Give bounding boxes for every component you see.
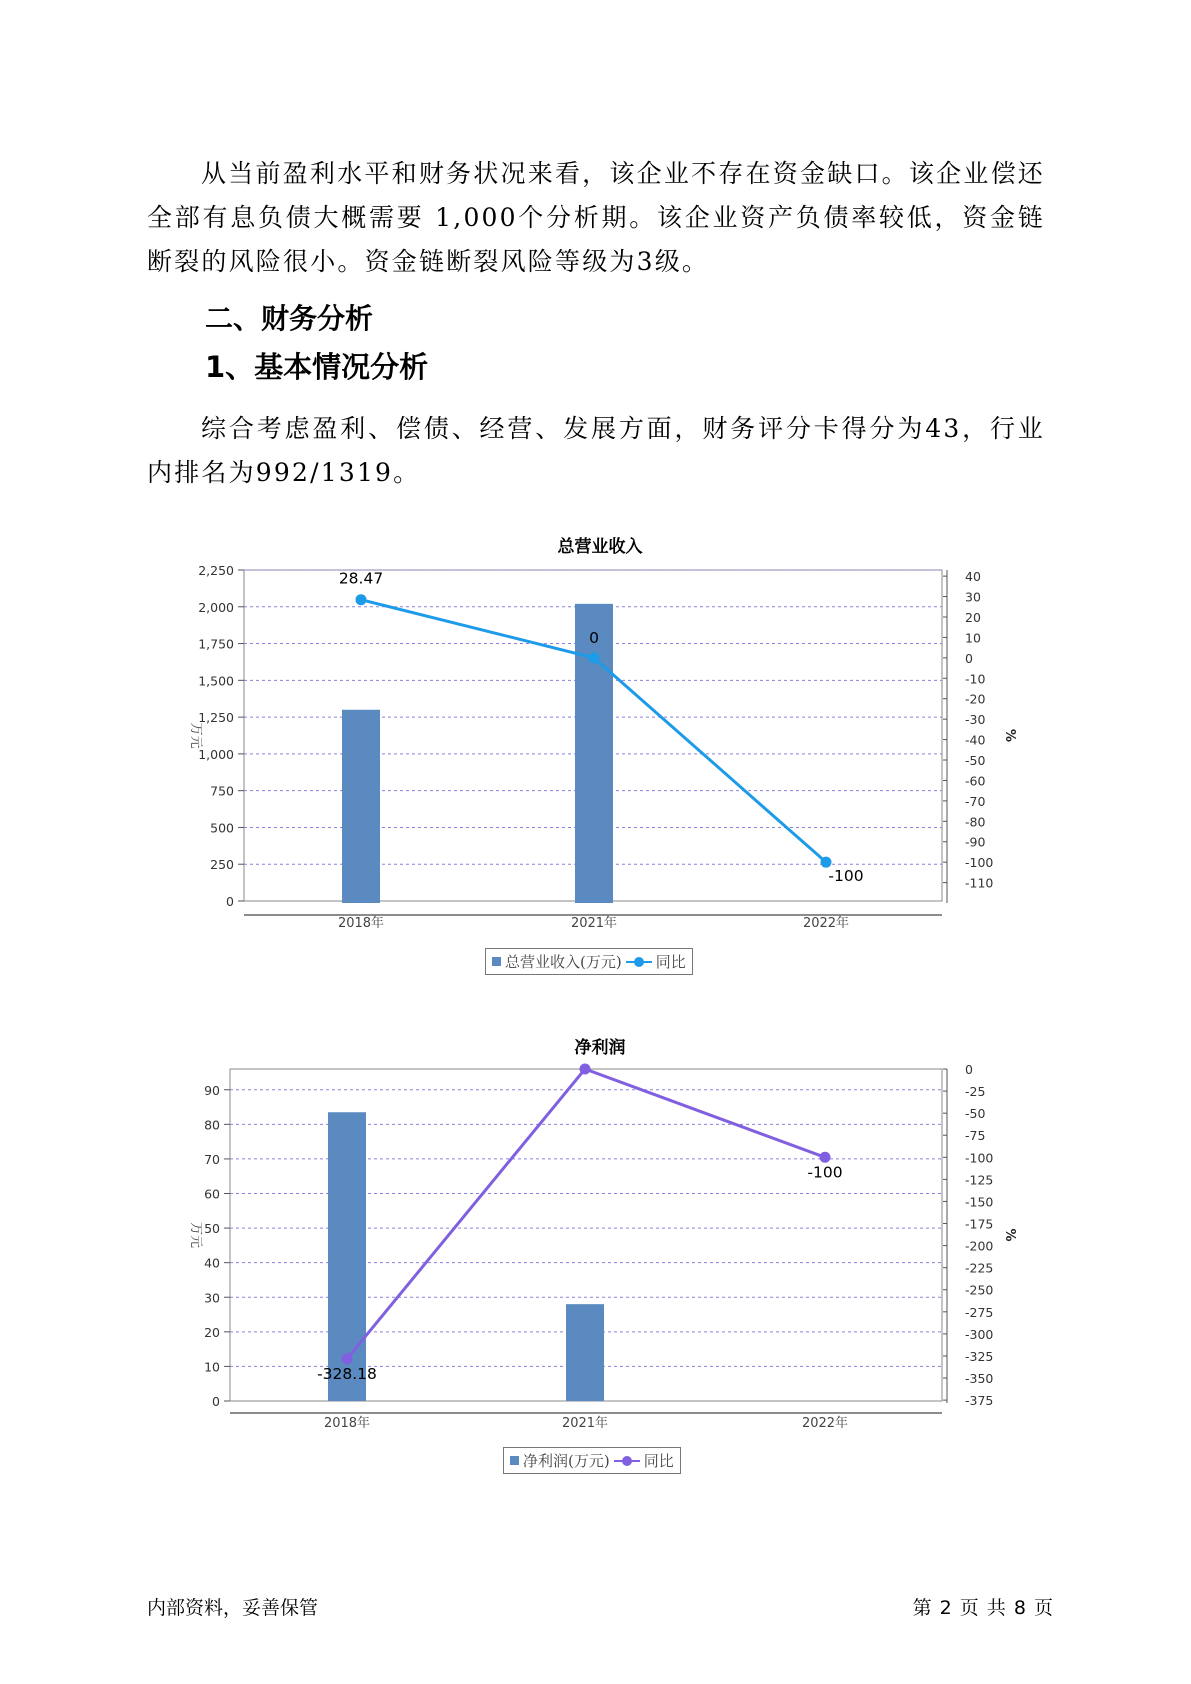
y2-tick-label: -200	[965, 1238, 994, 1254]
y-tick-label: 40	[204, 1255, 220, 1271]
bar	[566, 1304, 604, 1401]
data-label: -100	[807, 1163, 843, 1182]
paragraph-score-summary: 综合考虑盈利、偿债、经营、发展方面，财务评分卡得分为43，行业内排名为992/1319。	[147, 414, 1045, 487]
y-tick-label: 1,500	[198, 673, 234, 689]
y2-tick-label: -80	[965, 814, 986, 830]
data-label: -328.18	[317, 1364, 377, 1383]
bar-legend-swatch	[510, 1456, 519, 1465]
y2-tick-label: 30	[965, 589, 981, 605]
y2-tick-label: -70	[965, 793, 986, 809]
legend-bar-label: 总营业收入(万元)	[505, 953, 622, 971]
y2-tick-label: -175	[965, 1216, 994, 1232]
data-label: -100	[828, 867, 864, 886]
y2-tick-label: -375	[965, 1393, 994, 1409]
y-tick-label: 10	[204, 1359, 220, 1375]
y-tick-label: 60	[204, 1186, 220, 1202]
y-axis-title: 万元	[188, 722, 203, 749]
x-tick-label: 2021年	[570, 916, 618, 931]
y2-tick-label: -110	[965, 875, 994, 891]
y2-tick-label: -75	[965, 1128, 986, 1144]
y-tick-label: 1,000	[198, 746, 234, 762]
y2-tick-label: 10	[965, 630, 981, 646]
y2-tick-label: -50	[965, 1106, 986, 1122]
line-legend-marker	[614, 1456, 640, 1466]
y2-axis-title: %	[1002, 1228, 1017, 1242]
data-label: 0	[589, 628, 599, 647]
footer-confidential-note: 内部资料，妥善保管	[147, 1597, 319, 1619]
line-point	[342, 1353, 353, 1364]
y2-tick-label: -125	[965, 1172, 994, 1188]
y-tick-label: 0	[226, 894, 234, 909]
x-tick-label: 2022年	[802, 916, 850, 931]
y2-tick-label: -100	[965, 855, 994, 871]
y-tick-label: 1,250	[198, 710, 234, 726]
y-tick-label: 30	[204, 1290, 220, 1306]
x-tick-label: 2022年	[801, 1416, 849, 1431]
y2-tick-label: -90	[965, 834, 986, 850]
y2-tick-label: -250	[965, 1282, 994, 1298]
y-tick-label: 1,750	[198, 636, 234, 652]
y2-tick-label: 20	[965, 609, 981, 625]
paragraph-funding-risk: 从当前盈利水平和财务状况来看，该企业不存在资金缺口。该企业偿还全部有息负债大概需要 1,000个分析期。该企业资产负债率较低，资金链断裂的风险很小。资金链断裂风险等级为3级。	[147, 159, 1045, 276]
data-label: 28.47	[338, 569, 384, 588]
y2-tick-label: 0	[965, 650, 973, 666]
y-tick-label: 70	[204, 1151, 220, 1167]
chart-2-legend	[503, 1447, 681, 1474]
y2-tick-label: -150	[965, 1194, 994, 1210]
footer-page-number: 第 2 页 共 8 页	[912, 1597, 1054, 1619]
y-tick-label: 250	[210, 857, 234, 873]
legend-bar-label: 净利润(万元)	[523, 1452, 610, 1470]
chart-2-title: 净利润	[574, 1038, 626, 1058]
line-point	[580, 1064, 591, 1075]
y-tick-label: 0	[212, 1394, 220, 1409]
y2-tick-label: -50	[965, 753, 986, 769]
y2-tick-label: 40	[965, 569, 981, 585]
y-tick-label: 90	[204, 1082, 220, 1098]
chart-1-title: 总营业收入	[557, 537, 643, 557]
y2-tick-label: -60	[965, 773, 986, 789]
y-tick-label: 20	[204, 1324, 220, 1340]
y-tick-label: 2,000	[198, 599, 234, 615]
y2-tick-label: -100	[965, 1150, 994, 1166]
y2-axis-title: %	[1002, 728, 1017, 743]
y2-tick-label: -300	[965, 1326, 994, 1342]
y-tick-label: 750	[210, 783, 234, 799]
y2-tick-label: -275	[965, 1304, 994, 1320]
y2-tick-label: -350	[965, 1371, 994, 1387]
legend-line-label: 同比	[655, 953, 686, 971]
y2-tick-label: -25	[965, 1084, 986, 1100]
y2-tick-label: -10	[965, 671, 986, 687]
y2-tick-label: -40	[965, 732, 986, 748]
y2-tick-label: -325	[965, 1348, 994, 1364]
y2-tick-label: -225	[965, 1260, 994, 1276]
subsection-heading: 1、基本情况分析	[205, 350, 429, 384]
section-heading: 二、财务分析	[205, 302, 374, 335]
y2-tick-label: 0	[965, 1062, 973, 1077]
legend-line-label: 同比	[643, 1452, 674, 1470]
y-axis-title: 万元	[188, 1221, 203, 1249]
y2-tick-label: -20	[965, 691, 986, 707]
y-tick-label: 2,250	[198, 563, 234, 578]
y-tick-label: 80	[204, 1117, 220, 1133]
x-tick-label: 2018年	[323, 1416, 371, 1431]
y2-tick-label: -30	[965, 712, 986, 728]
x-tick-label: 2021年	[561, 1416, 609, 1431]
x-tick-label: 2018年	[337, 916, 385, 931]
line-point	[820, 1152, 831, 1163]
y-tick-label: 500	[210, 820, 234, 836]
y-tick-label: 50	[204, 1221, 220, 1237]
